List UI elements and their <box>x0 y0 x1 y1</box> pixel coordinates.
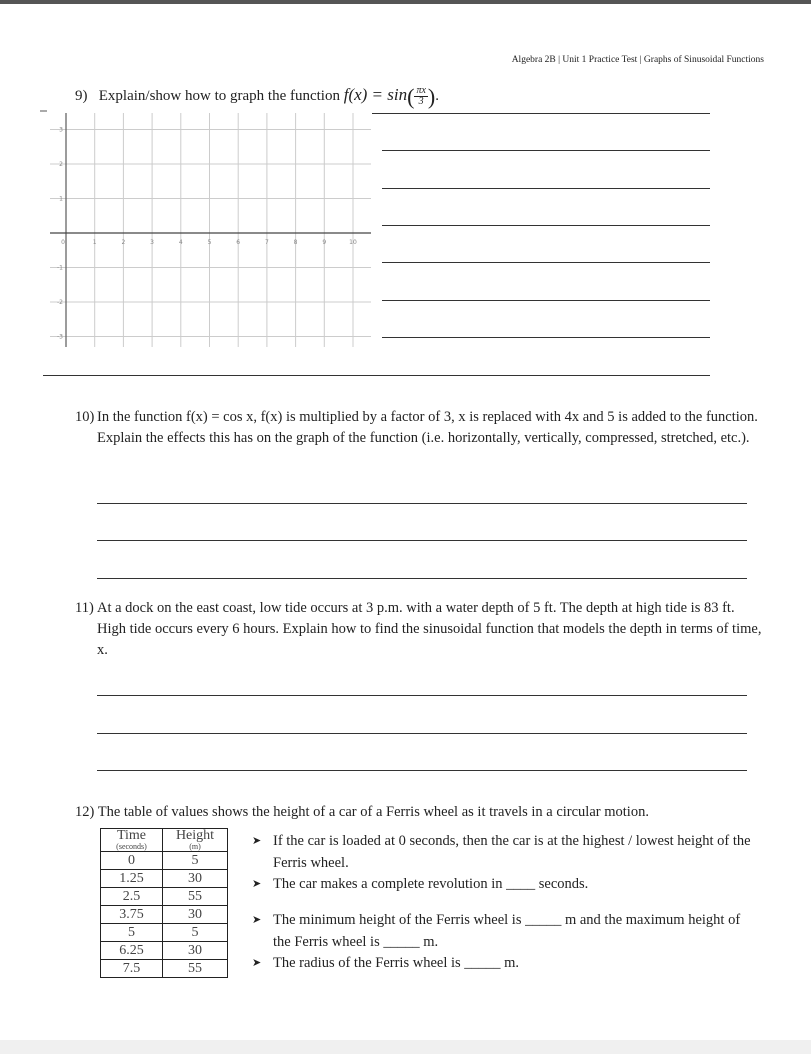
answer-line <box>382 225 710 226</box>
y-tick-label: 1 <box>59 195 63 203</box>
y-tick-label: 2 <box>59 161 63 168</box>
x-tick-label: 5 <box>207 239 212 246</box>
height-cell: 55 <box>163 960 228 978</box>
table-row <box>101 942 228 960</box>
table-row <box>101 906 228 924</box>
x-tick-label: 6 <box>236 239 241 246</box>
y-tick-label: -1 <box>57 264 63 272</box>
time-cell: 1.25 <box>101 870 163 888</box>
bullet-item <box>252 953 772 975</box>
bullet-item <box>252 831 772 874</box>
height-cell: 5 <box>163 852 228 870</box>
arrow-bullet-icon: ➤ <box>252 957 262 969</box>
bullet-text: The radius of the Ferris wheel is _____ m. <box>273 955 520 971</box>
table-row <box>101 960 228 978</box>
arrow-bullet-icon: ➤ <box>252 914 262 926</box>
y-tick-label: -3 <box>57 333 63 341</box>
x-tick-label: 2 <box>121 239 126 246</box>
answer-line <box>382 150 710 151</box>
table-row <box>101 870 228 888</box>
question-11 <box>75 598 765 661</box>
bottom-bar <box>0 1040 811 1054</box>
table-header-row <box>101 829 228 852</box>
time-cell: 5 <box>101 924 163 942</box>
fraction-numerator: πx <box>416 85 426 97</box>
fraction-denominator: 3 <box>418 96 424 108</box>
q9-period: . <box>435 88 439 104</box>
answer-line <box>97 695 747 696</box>
x-tick-label: 1 <box>92 239 97 246</box>
x-tick-label: 0 <box>61 239 65 246</box>
q12-text: The table of values shows the height of a car of a Ferris wheel as it travels in a circular motion. <box>97 804 649 820</box>
table-row <box>101 852 228 870</box>
answer-line <box>382 188 710 189</box>
answer-line <box>97 540 747 541</box>
time-cell: 2.5 <box>101 888 163 906</box>
header-unit: (seconds) <box>116 842 147 851</box>
q12-number: 12) <box>75 804 95 820</box>
arrow-bullet-icon: ➤ <box>252 835 262 847</box>
answer-line <box>97 733 747 734</box>
q11-text: At a dock on the east coast, low tide occurs at 3 p.m. with a water depth of 5 ft. The depth at high tide is 83 ft. High tide occurs every 6 hours. Explain how to find the sinusoidal function that models the depth in terms of time, x. <box>97 600 762 658</box>
height-cell: 5 <box>163 924 228 942</box>
ferris-wheel-table <box>100 828 228 978</box>
x-tick-label: 4 <box>178 239 183 246</box>
bullet-text: The car makes a complete revolution in ____ seconds. <box>273 876 589 892</box>
q9-text: Explain/show how to graph the function <box>98 88 344 104</box>
header-label: Time <box>116 828 147 843</box>
arrow-bullet-icon: ➤ <box>252 878 262 890</box>
bullet-text: If the car is loaded at 0 seconds, then the car is at the highest / lowest height of the Ferris wheel. <box>273 833 751 871</box>
coordinate-grid <box>0 0 811 400</box>
time-cell: 0 <box>101 852 163 870</box>
x-tick-label: 7 <box>264 239 269 246</box>
time-cell: 7.5 <box>101 960 163 978</box>
bullet-text: The minimum height of the Ferris wheel is _____ m and the maximum height of the Ferris wheel is _____ m. <box>273 912 741 950</box>
header-label: Height <box>175 828 215 843</box>
x-tick-label: 10 <box>349 239 357 246</box>
x-tick-label: 3 <box>150 239 155 246</box>
height-cell: 30 <box>163 942 228 960</box>
x-tick-label: 8 <box>293 239 298 246</box>
q10-number: 10) <box>75 409 95 425</box>
answer-line <box>97 770 747 771</box>
question-12 <box>75 802 775 823</box>
answer-line <box>43 375 710 376</box>
table-row <box>101 888 228 906</box>
answer-line <box>97 503 747 504</box>
bullet-item <box>252 910 772 953</box>
q9-number: 9) <box>75 88 88 104</box>
q9-function: f(x) = sin <box>343 85 408 104</box>
q11-number: 11) <box>75 600 94 616</box>
answer-line <box>382 337 710 338</box>
y-tick-label: 3 <box>59 126 63 134</box>
answer-line <box>382 262 710 263</box>
question-9: 9) Explain/show how to graph the function f(x) = sin( $\frac{\pi x}{3}$ ). <box>75 84 439 110</box>
y-tick-label: -2 <box>57 299 63 306</box>
header-time <box>101 829 163 852</box>
time-cell: 6.25 <box>101 942 163 960</box>
height-cell: 55 <box>163 888 228 906</box>
x-tick-label: 9 <box>322 239 327 246</box>
time-cell: 3.75 <box>101 906 163 924</box>
answer-line <box>382 300 710 301</box>
bullet-item <box>252 874 772 896</box>
q10-text: In the function f(x) = cos x, f(x) is multiplied by a factor of 3, x is replaced with 4x and 5 is added to the function. Explain the effects this has on the graph of the function (i.e. horizontally, vertically, compressed, stretched, etc.). <box>97 409 758 446</box>
header-unit: (m) <box>189 842 201 851</box>
height-cell: 30 <box>163 906 228 924</box>
header-height <box>163 829 228 852</box>
question-10 <box>75 407 765 449</box>
height-cell: 30 <box>163 870 228 888</box>
table-row <box>101 924 228 942</box>
answer-line <box>97 578 747 579</box>
page-header: Algebra 2B | Unit 1 Practice Test | Graphs of Sinusoidal Functions <box>511 55 764 65</box>
